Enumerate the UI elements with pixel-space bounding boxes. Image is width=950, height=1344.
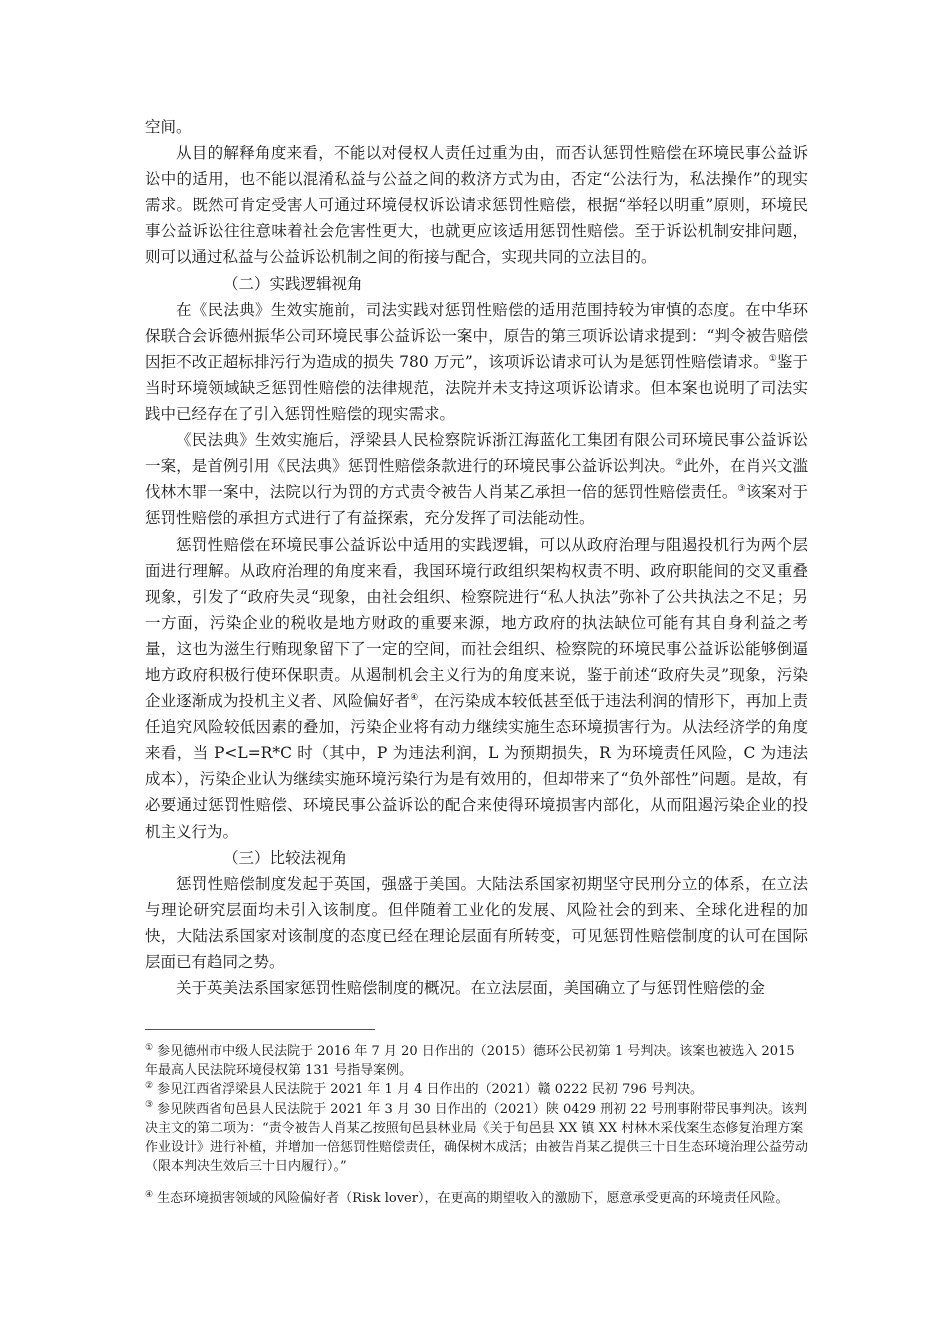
footnote-text: 参见江西省浮梁县人民法院于 2021 年 1 月 4 日作出的（2021）赣 0222 民初 796 号判决。 <box>157 1082 704 1098</box>
section-heading: （三）比较法视角 <box>223 848 348 867</box>
footnote-text: 生态环境损害领域的风险偏好者（Risk lover），在更高的期望收入的激励下，愿意承受更高的环境责任风险。 <box>157 1191 789 1207</box>
footnote-text: 参见陕西省旬邑县人民法院于 2021 年 3 月 30 日作出的（2021）陕 0429 刑初 22 号刑事附带民事判决。该判决主文的第二项为：“责令被告人肖某乙按照旬邑县林业局《关于旬邑县 XX 镇 XX 村林木采伐案生态修复治理方案作业设计》进行补植，并增加一倍惩罚性赔偿责任，确保树木成活；由被告肖某乙提供三十日生态环境治理公益劳动（限本判决生效后三十日内履行）。” <box>145 1101 809 1175</box>
footnote-mark: ① <box>145 1042 154 1053</box>
footnote <box>145 1100 810 1177</box>
paragraph-text: 在《民法典》生效实施前，司法实践对惩罚性赔偿的适用范围持较为审慎的态度。在中华环保联合会诉德州振华公司环境民事公益诉讼一案中，原告的第三项诉讼请求提到：“判令被告赔偿因拒不改正超标排污行为造成的损失 780 万元”，该项诉讼请求可认为是惩罚性赔偿请求。 <box>145 300 808 371</box>
paragraph: 关于英美法系国家惩罚性赔偿制度的概况。在立法层面，美国确立了与惩罚性赔偿的金 <box>176 979 766 998</box>
paragraph: 惩罚性赔偿制度发起于英国，强盛于美国。大陆法系国家初期坚守民刑分立的体系，在立法与理论研究层面均未引入该制度。但伴随着工业化的发展、风险社会的到来、全球化进程的加快，大陆法系国家对该制度的态度已经在理论层面有所转变，可见惩罚性赔偿制度的认可在国际层面已有趋同之势。 <box>145 874 808 971</box>
footnote-divider <box>145 1029 375 1030</box>
footnote-mark: ④ <box>145 1190 154 1201</box>
paragraph-text: 惩罚性赔偿在环境民事公益诉讼中适用的实践逻辑，可以从政府治理与阻遏投机行为两个层面进行理解。从政府治理的角度来看，我国环境行政组织架构权责不明、政府职能间的交叉重叠现象，引发了“政府失灵“现象，由社会组织、检察院进行“私人执法”弥补了公共执法之不足；另一方面，污染企业的税收是地方财政的重要来源，地方政府的执法缺位可能有其自身利益之考量，这也为滋生行贿现象留下了一定的空间，而社会组织、检察院的环境民事公益诉讼能够倒逼地方政府积极行使环保职责。从遏制机会主义行为的角度来说，鉴于前述“政府失灵”现象，污染企业逐渐成为投机主义者、风险偏好者 <box>145 535 808 711</box>
footnote-ref: ④ <box>410 692 419 703</box>
paragraph-text: 此外，在肖兴文滥伐林木罪一案中，法院以行为罚的方式责令被告人肖某乙承担一倍的惩罚性赔偿责任。 <box>145 457 808 502</box>
paragraph-text: ，在污染成本较低甚至低于违法利润的情形下，再加上责任追究风险较低因素的叠加，污染企业将有动力继续实施生态环境损害行为。从法经济学的角度来看，当 P<L=R*C 时（其中，P 为违法利润，L 为预期损失，R 为环境责任风险，C 为违法成本），污染企业认为继续实施环境污染行为是有效用的，但却带来了“负外部性”问题。是故，有必要通过惩罚性赔偿、环境民事公益诉讼的配合来使得环境损害内部化，从而阻遏污染企业的投机主义行为。 <box>145 692 808 841</box>
paragraph <box>145 297 808 427</box>
body-text <box>145 114 808 1001</box>
footnote-mark: ② <box>145 1081 154 1092</box>
footnote <box>145 1080 810 1099</box>
footnote-mark: ③ <box>145 1100 154 1111</box>
section-heading: （二）实践逻辑视角 <box>223 274 363 293</box>
footnote <box>145 1042 810 1080</box>
footnote <box>145 1189 810 1208</box>
footnote-text: 参见德州市中级人民法院于 2016 年 7 月 20 日作出的（2015）德环公民初第 1 号判决。该案也被选入 2015 年最高人民法院环境侵权第 131 号指导案例。 <box>145 1044 795 1079</box>
paragraph <box>145 427 808 531</box>
paragraph-text: 鉴于当时环境领域缺乏惩罚性赔偿的法律规范，法院并未支持这项诉讼请求。但本案也说明了司法实践中已经存在了引入惩罚性赔偿的现实需求。 <box>145 352 808 424</box>
footnote-ref: ③ <box>737 484 746 495</box>
paragraph: 空间。 <box>145 118 192 136</box>
paragraph-text: 该案对于惩罚性赔偿的承担方式进行了有益探索，充分发挥了司法能动性。 <box>145 483 808 528</box>
paragraph <box>145 532 808 845</box>
paragraph: 从目的解释角度来看，不能以对侵权人责任过重为由，而否认惩罚性赔偿在环境民事公益诉讼中的适用，也不能以混淆私益与公益之间的救济方式为由，否定“公法行为，私法操作”的现实需求。既然可肯定受害人可通过环境侵权诉讼请求惩罚性赔偿，根据“举轻以明重”原则，环境民事公益诉讼往往意味着社会危害性更大，也就更应该适用惩罚性赔偿。至于诉讼机制安排问题，则可以通过私益与公益诉讼机制之间的衔接与配合，实现共同的立法目的。 <box>145 144 808 267</box>
paragraph-text: 《民法典》生效实施后，浮梁县人民检察院诉浙江海蓝化工集团有限公司环境民事公益诉讼一案，是首例引用《民法典》惩罚性赔偿条款进行的环境民事公益诉讼判决。 <box>145 431 808 476</box>
footnote-ref: ① <box>768 353 777 364</box>
footnote-ref: ② <box>675 458 684 469</box>
footnotes <box>145 1042 810 1209</box>
